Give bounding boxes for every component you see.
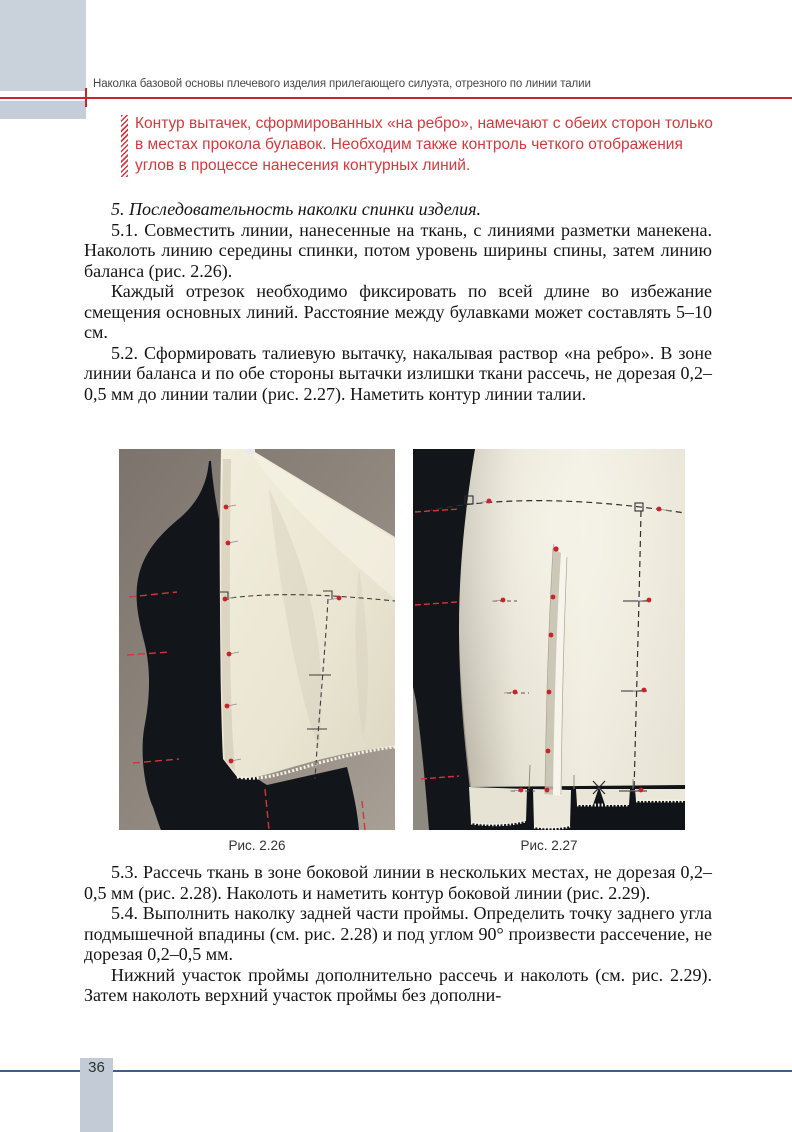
paragraph: Каждый отрезок необходимо фиксировать по всей длине во избежание смещения основных линий. Расстояние между булавками может составлять 5–10 см. xyxy=(84,281,712,342)
callout-note xyxy=(121,113,717,177)
paragraph: 5.4. Выполнить наколку задней части проймы. Определить точку заднего угла подмышечной впадины (см. рис. 2.28) и под углом 90° произвести рассечение, не дорезая 0,2–0,5 мм. xyxy=(84,903,712,964)
corner-block-strip xyxy=(0,101,86,119)
callout-hatch-bar xyxy=(121,115,128,177)
paragraph: Нижний участок проймы дополнительно рассечь и наколоть (см. рис. 2.29). Затем наколоть верхний участок проймы без дополни- xyxy=(84,964,712,1005)
footer-rule xyxy=(0,1070,792,1072)
body-text-bottom xyxy=(84,862,712,1006)
body-text-top xyxy=(84,199,712,404)
figure-2-27 xyxy=(413,449,685,853)
running-header: Наколка базовой основы плечевого изделия прилегающего силуэта, отрезного по линии талии xyxy=(93,78,591,90)
mannequin-back-draping-photo xyxy=(119,449,395,830)
header-rule xyxy=(0,97,792,99)
paragraph: 5.3. Рассечь ткань в зоне боковой линии в нескольких местах, не дорезая 0,2–0,5 мм (рис. 2.28). Наколоть и наметить контур боковой линии (рис. 2.29). xyxy=(84,862,712,903)
page-number: 36 xyxy=(88,1059,105,1076)
figure-caption: Рис. 2.26 xyxy=(228,838,286,853)
figure-2-26 xyxy=(119,449,395,853)
paragraph: 5.2. Сформировать талиевую вытачку, накалывая раствор «на ребро». В зоне линии баланса и по обе стороны вытачки излишки ткани рассечь, не дорезая 0,2–0,5 мм до линии талии (рис. 2.27). Наметить контур линии талии. xyxy=(84,342,712,404)
section-heading: 5. Последовательность наколки спинки изделия. xyxy=(111,199,482,219)
header-rule-tick xyxy=(85,88,87,107)
callout-text: Контур вытачек, сформированных «на ребро», намечают с обеих сторон только в местах прокола булавок. Необходим также контроль четкого отображения углов в процессе нанесения контурных линий. xyxy=(135,115,713,174)
corner-block-top xyxy=(0,0,86,91)
waist-dart-pinning-photo xyxy=(413,449,685,830)
paragraph: 5.1. Совместить линии, нанесенные на ткань, с линиями разметки манекена. Наколоть линию середины спинки, потом уровень ширины спины, затем линию баланса (рис. 2.26). xyxy=(84,219,712,281)
footer-page-block xyxy=(80,1058,113,1132)
figure-caption: Рис. 2.27 xyxy=(520,838,578,853)
